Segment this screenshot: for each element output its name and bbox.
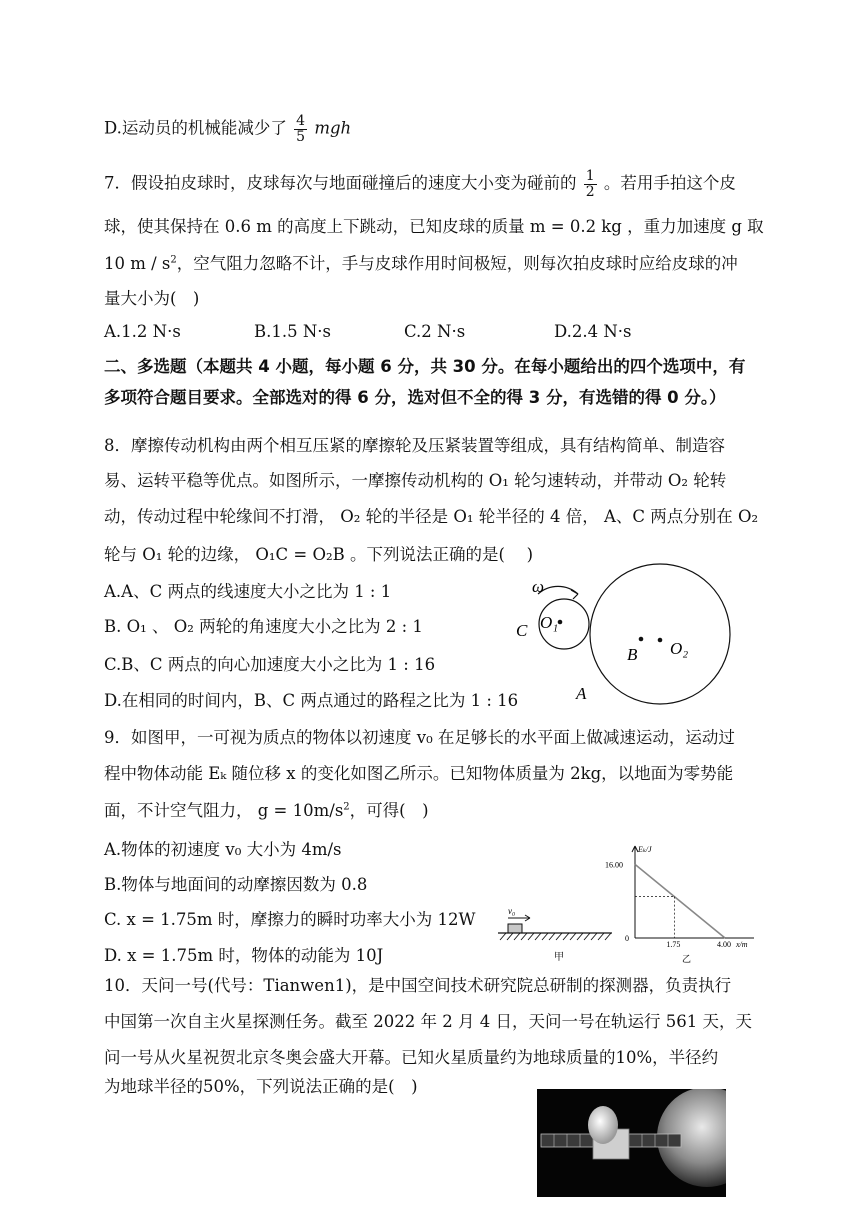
fraction-denominator: 2 xyxy=(585,183,595,200)
q7-line3 xyxy=(104,254,738,274)
q8-option-b: B. O₁ 、 O₂ 两轮的角速度大小之比为 2 : 1 xyxy=(104,617,423,636)
hatch-line xyxy=(591,933,597,940)
q8-line3: 动，传动过程中轮缘间不打滑， O₂ 轮的半径是 O₁ 轮半径的 4 倍， A、C 两点分别在 O₂ xyxy=(104,507,759,526)
label-yi: 乙 xyxy=(682,954,692,964)
label-b: B xyxy=(627,645,638,664)
section2-heading-line1: 二、多选题（本题共 4 小题，每小题 6 分，共 30 分。在每小题给出的四个选项中，有 xyxy=(104,357,746,376)
label-c: C xyxy=(516,621,528,640)
section2-heading-line2: 多项符合题目要求。全部选对的得 6 分，选对但不全的得 3 分，有选错的得 0 分。） xyxy=(104,388,726,407)
label-o2: O₂ xyxy=(670,639,689,658)
hatch-line xyxy=(535,933,541,940)
q7-line4: 量大小为( ) xyxy=(104,289,200,308)
q6-option-d xyxy=(104,114,351,144)
q7-option-b: B.1.5 N·s xyxy=(254,322,332,341)
q10-line2: 中国第一次自主火星探测任务。截至 2022 年 2 月 4 日，天问一号在轨运行 561 天，天 xyxy=(104,1012,752,1031)
y-axis-label: Eₖ/J xyxy=(638,845,652,854)
q10-line1: 10．天问一号(代号：Tianwen1)，是中国空间技术研究院总研制的探测器，负责执行 xyxy=(104,976,732,995)
hatch-line xyxy=(563,933,569,940)
q9-line1: 9．如图甲，一可视为质点的物体以初速度 v₀ 在足够长的水平面上做减速运动，运动过 xyxy=(104,728,735,747)
hatch-line xyxy=(528,933,534,940)
q7-line1-text-b: 。若用手拍这个皮 xyxy=(603,173,736,193)
point-b xyxy=(639,637,644,642)
fraction-numerator: 4 xyxy=(296,113,306,129)
solar-panel-right xyxy=(629,1134,681,1147)
q9-option-d: D. x = 1.75m 时，物体的动能为 10J xyxy=(104,946,384,965)
q7-option-d: D.2.4 N·s xyxy=(554,322,632,341)
q9-ek-chart xyxy=(602,840,762,966)
hatch-line xyxy=(577,933,583,940)
q6-option-d-suffix: mgh xyxy=(314,118,352,138)
q7-option-a: A.1.2 N·s xyxy=(104,322,181,341)
x-tick-label: 1.75 xyxy=(666,940,681,949)
q9-line2: 程中物体动能 Eₖ 随位移 x 的变化如图乙所示。已知物体质量为 2kg，以地面为零势能 xyxy=(104,764,734,783)
q9-line3-text-a: 面，不计空气阻力， g = 10m/s xyxy=(104,801,344,820)
label-a: A xyxy=(576,684,587,703)
q9-option-b: B.物体与地面间的动摩擦因数为 0.8 xyxy=(104,875,368,894)
fraction-denominator: 5 xyxy=(296,128,306,145)
superscript: 2 xyxy=(170,254,177,266)
hatch-line xyxy=(584,933,590,940)
q7-gravity-value: 10 m / s xyxy=(104,254,171,273)
q9-line3 xyxy=(104,801,429,821)
q9-figure-jia xyxy=(494,900,619,964)
q7-line1 xyxy=(104,169,736,199)
origin-label: 0 xyxy=(625,934,629,943)
superscript: 2 xyxy=(343,801,350,813)
x-axis-label: x/m xyxy=(736,940,748,949)
q8-line4: 轮与 O₁ 轮的边缘， O₁C = O₂B 。下列说法正确的是( ) xyxy=(104,545,534,564)
hatch-line xyxy=(556,933,562,940)
q9-line3-text-b: ，可得( ) xyxy=(349,801,429,820)
label-omega: ω xyxy=(532,577,545,596)
label-o1: O₁ xyxy=(540,613,559,632)
q7-option-c: C.2 N·s xyxy=(404,322,466,341)
q7-line1-text-a: 7．假设拍皮球时，皮球每次与地面碰撞后的速度大小变为碰前的 xyxy=(104,173,577,193)
q8-line1: 8．摩擦传动机构由两个相互压紧的摩擦轮及压紧装置等组成，具有结构简单、制造容 xyxy=(104,436,725,455)
q7-line2: 球，使其保持在 0.6 m 的高度上下跳动，已知皮球的质量 m = 0.2 kg ，重力加速度 g 取 xyxy=(104,217,764,236)
ground-hatch xyxy=(500,933,611,940)
hatch-line xyxy=(542,933,548,940)
hatch-line xyxy=(570,933,576,940)
solar-panel-left xyxy=(541,1134,593,1147)
q8-friction-wheel-figure xyxy=(510,552,760,714)
q6-option-d-fraction xyxy=(294,114,307,144)
q8-option-a: A.A、C 两点的线速度大小之比为 1 : 1 xyxy=(104,582,392,601)
point-o2 xyxy=(658,638,663,643)
q7-fraction xyxy=(584,169,597,199)
arrow-head-icon xyxy=(571,590,578,599)
q8-option-c: C.B、C 两点的向心加速度大小之比为 1 : 16 xyxy=(104,655,436,674)
tianwen1-photo xyxy=(537,1089,726,1197)
hatch-line xyxy=(521,933,527,940)
q9-option-a: A.物体的初速度 v₀ 大小为 4m/s xyxy=(104,840,342,859)
point-o1 xyxy=(558,620,563,625)
wheel-o2-circle xyxy=(590,564,730,704)
antenna-dish xyxy=(588,1106,618,1144)
q10-line3: 问一号从火星祝贺北京冬奥会盛大开幕。已知火星质量约为地球质量的10%，半径约 xyxy=(104,1048,719,1067)
hatch-line xyxy=(549,933,555,940)
x-tick-label: 4.00 xyxy=(717,940,731,949)
block xyxy=(508,924,522,933)
label-v0: v₀ xyxy=(508,906,516,916)
fraction-numerator: 1 xyxy=(585,168,595,184)
q7-line3-rest: ，空气阻力忽略不计，手与皮球作用时间极短，则每次拍皮球时应给皮球的冲 xyxy=(176,254,738,273)
q10-line4: 为地球半径的50%，下列说法正确的是( ) xyxy=(104,1077,418,1096)
hatch-line xyxy=(507,933,513,940)
hatch-line xyxy=(514,933,520,940)
q6-option-d-text: D.运动员的机械能减少了 xyxy=(104,118,287,138)
label-jia: 甲 xyxy=(554,952,564,963)
chart-marks xyxy=(605,860,731,949)
y-tick-label: 16.00 xyxy=(605,860,623,870)
q8-line2: 易、运转平稳等优点。如图所示，一摩擦传动机构的 O₁ 轮匀速转动，并带动 O₂ 轮转 xyxy=(104,471,727,490)
q8-option-d: D.在相同的时间内，B、C 两点通过的路程之比为 1 : 16 xyxy=(104,691,519,710)
q9-option-c: C. x = 1.75m 时，摩擦力的瞬时功率大小为 12W xyxy=(104,910,476,929)
ek-series-line xyxy=(635,864,725,938)
hatch-line xyxy=(500,933,506,940)
